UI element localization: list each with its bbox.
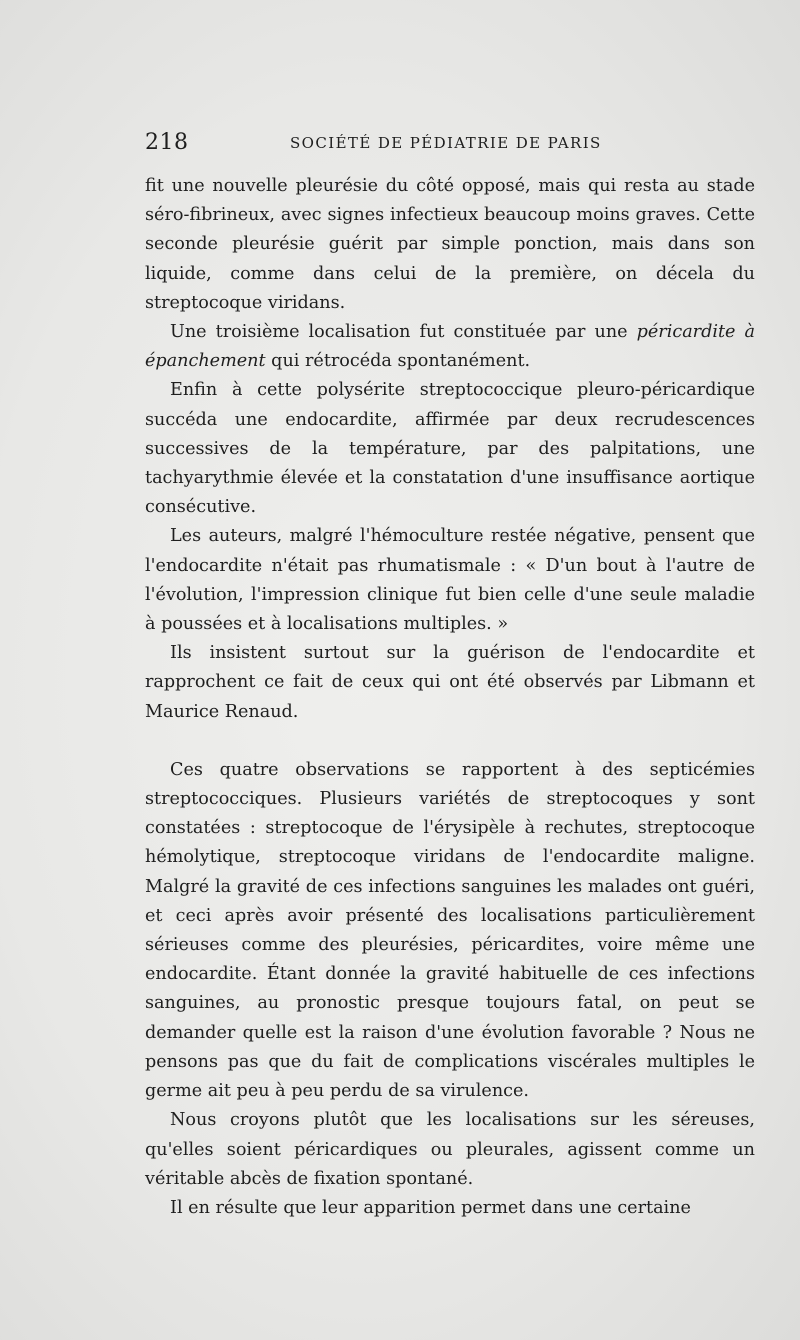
page-header: [145, 130, 765, 160]
paragraph: [145, 318, 755, 376]
paragraph-text: Une troisième localisation fut constituée par une: [170, 322, 637, 343]
italic-term: péricardite à épanchement: [145, 322, 755, 372]
running-head: SOCIÉTÉ DE PÉDIATRIE DE PARIS: [290, 134, 602, 152]
page-number: 218: [145, 130, 189, 155]
paragraph: Il en résulte que leur apparition permet dans une certaine: [170, 1197, 691, 1218]
paragraph: Enfin à cette polysérite streptococcique pleuro-péricardique succéda une endocardite, affirmée par deux recrudescences successives de la température, par des palpitations, une tachyarythmie élevée et la constatation d'une insuffisance aortique consécutive.: [145, 380, 755, 518]
paragraph-text: qui rétrocéda spontanément.: [265, 351, 531, 372]
paragraph: Ils insistent surtout sur la guérison de l'endocardite et rapprochent ce fait de ceux qui ont été observés par Libmann et Maurice Renaud.: [145, 643, 755, 722]
body-text: [145, 172, 755, 1223]
paragraph: fit une nouvelle pleurésie du côté opposé, mais qui resta au stade séro-fibrineux, avec signes infectieux beaucoup moins graves. Cette seconde pleurésie guérit par simple ponction, mais dans son liquide, comme dans celui de la première, on décela du streptocoque viridans.: [145, 176, 755, 313]
paragraph: Les auteurs, malgré l'hémoculture restée négative, pensent que l'endocardite n'était pas rhumatismale : « D'un bout à l'autre de l'évolution, l'impression clinique fut bien celle d'une seule maladie à poussées et à localisations multiples. »: [145, 526, 755, 635]
paragraph: Nous croyons plutôt que les localisations sur les séreuses, qu'elles soient péricardiques ou pleurales, agissent comme un véritable abcès de fixation spontané.: [145, 1110, 755, 1189]
paragraph: Ces quatre observations se rapportent à des septicémies streptococciques. Plusieurs variétés de streptocoques y sont constatées : streptocoque de l'érysipèle à rechutes, streptocoque hémolytique, streptocoque viridans de l'endocardite maligne. Malgré la gravité de ces infections sanguines les malades ont guéri, et ceci après avoir présenté des localisations particulièrement sérieuses comme des pleurésies, péricardites, voire même une endocardite. Étant donnée la gravité habituelle de ces infections sanguines, au pronostic presque toujours fatal, on peut se demander quelle est la raison d'une évolution favorable ? Nous ne pensons pas que du fait de complications viscérales multiples le germe ait peu à peu perdu de sa virulence.: [145, 759, 755, 1102]
